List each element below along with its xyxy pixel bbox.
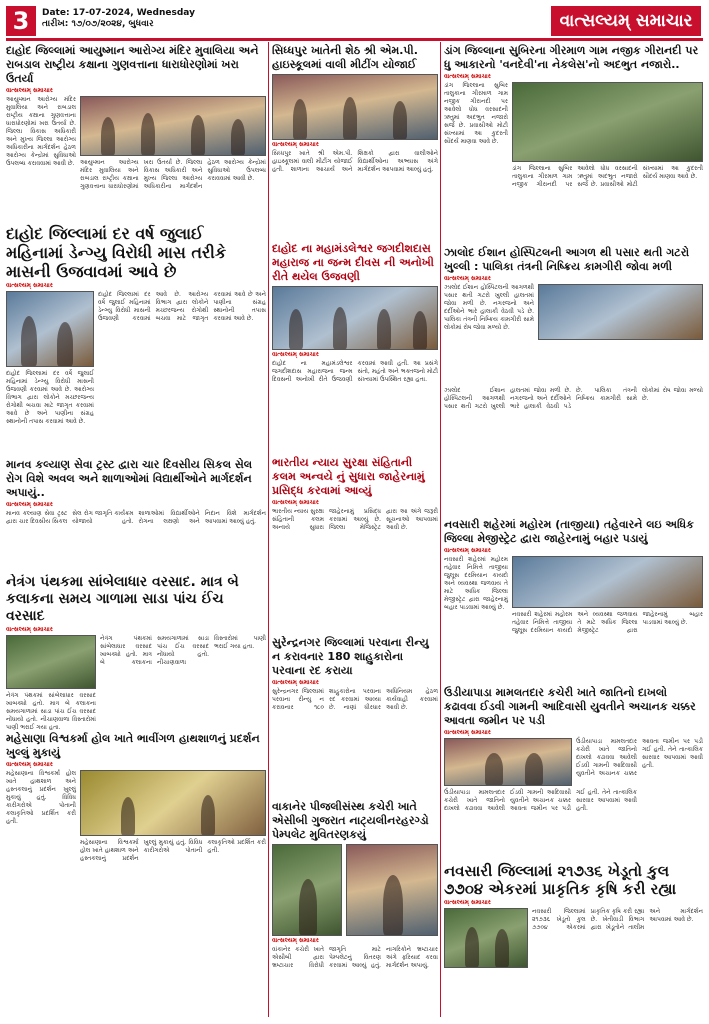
article-body: ડાંગ જિલ્લાના સુબિર તાલુકાના ગીરમાળ ગામ નજીક ગીરાનદી પર આવેલો ધોધ વરસાદની ઋતુમાં અદભુત નજારો સર્જે છે. પ્રવાસીઓ મોટી સંખ્યામાં આ કુદરતી સૌંદર્ય માણવા આવે છે. (444, 82, 508, 145)
headline: ભારતીય ન્યાય સુરક્ષા સંહિતાની કલમ અન્વયે નું સુધારા જાહેરનામું પ્રસિદ્ધ કરવામાં આવ્યું (272, 456, 425, 497)
article-body-continued: મહેસાણાના વિશ્વકર્મા હોલ ખાતે હાથશાળ અને હસ્તકલાનું પ્રદર્શન ખુલ્લું મુકાયું હતું. વિવિધ કારીગરોએ પોતાની કલાકૃતિઓ પ્રદર્શિત કરી હતી. (80, 839, 266, 862)
article-body-continued: નવસારી શહેરમાં મહોરમ તહેવાર નિમિત્તે તાજીયા જુલૂસ દરમિયાન કાયદો અને વ્યવસ્થા જળવાય તે માટે અધિક જિલ્લા મેજીસ્ટ્રેટ દ્વારા જાહેરનામું બહાર પાડવામાં આવ્યું છે. (512, 611, 703, 634)
article-photo (272, 286, 438, 350)
article-photo (272, 74, 438, 140)
dateline (42, 8, 195, 30)
article-body-continued: નેત્રંગ પંથકમાં સાંબેલાધાર વરસાદ ખાબક્યો હતો. માત્ર બે કલાકના સમયગાળામાં સાડા પાંચ ઈંચ વરસાદ નોંધાયો હતો. નીચાણવાળા વિસ્તારોમાં પાણી ભરાઈ ગયા હતા. (100, 635, 266, 666)
article-body: સિધ્ધપુર ખાતે શ્રી એમ.પી. હાઇસ્કૂલમાં વાલી મીટીંગ યોજાઈ હતી. શાળાના આચાર્ય અને શિક્ષકો દ્વારા વાલીઓને વિદ્યાર્થીઓના અભ્યાસ અંગે માર્ગદર્શન આપવામાં આવ્યું હતું. (272, 150, 438, 173)
article-photo (512, 556, 703, 608)
article-body: નવસારી શહેરમાં મહોરમ તહેવાર નિમિત્તે તાજીયા જુલૂસ દરમિયાન કાયદો અને વ્યવસ્થા જળવાય તે માટે અધિક જિલ્લા મેજીસ્ટ્રેટ દ્વારા જાહેરનામું બહાર પાડવામાં આવ્યું છે. (444, 556, 508, 611)
date-gujarati: તારીખ: ૧૭/૦૭/૨૦૨૪, બુધવાર (42, 19, 154, 29)
article-photo (444, 908, 528, 968)
page-number: 3 (6, 6, 36, 36)
column-divider (440, 42, 441, 1017)
headline: દાહોદ ના મહામંડલેશ્વર જગદીશદાસ મહારાજ ના જન્મ દીવસ ની અનોખી રીતે થયેલ ઉજવણી (272, 242, 434, 283)
byline: વાત્સલ્યમ્ સમાચાર (6, 626, 53, 633)
article-jhalod-gutter (444, 246, 703, 516)
article-body: દાહોદ જિલ્લામાં દર વર્ષે જુલાઈ મહિનામાં ડેન્ગ્યુ વિરોધી માસની ઉજવણી કરવામાં આવે છે. આરોગ્ય વિભાગ દ્વારા લોકોને મચ્છરજન્ય રોગોથી બચવા માટે જાગૃત કરવામાં આવે છે અને પાણીના સંગ્રહ સ્થાનોની તપાસ કરવામાં આવે છે. (6, 370, 94, 425)
article-body: માનવ કલ્યાણ સેવા ટ્રસ્ટ દ્વારા ચાર દિવસીય સિકલ સેલ રોગ જાગૃતિ કાર્યક્રમ યોજાયો હતો. શાળાઓમાં વિદ્યાર્થીઓને રોગના લક્ષણો અને નિદાન વિશે માર્ગદર્શન આપવામાં આવ્યું હતું. (6, 510, 266, 525)
article-netrang-rain (6, 574, 266, 730)
article-siddhpur-meeting (272, 44, 438, 240)
byline: વાત્સલ્યમ્ સમાચાર (444, 73, 491, 80)
article-body: નવસારી જિલ્લામાં ૨૧૭૩૬ ખેડૂતો કુલ ૭૭૦૪ એકરમાં પ્રાકૃતિક કૃષિ કરી રહ્યા છે. ખેતીવાડી વિભાગ દ્વારા ખેડૂતોને તાલીમ અને માર્ગદર્શન આપવામાં આવે છે. (532, 908, 703, 931)
article-body: ઉંડીયાપાડા મામલતદાર કચેરી ખાતે જાતિનો દાખલો કઢાવવા આવેલી ઈડવી ગામની આદિવાસી યુવતીને અચાનક ચક્કર આવતા જમીન પર પડી ગઈ હતી. તેને તાત્કાલિક સારવાર આપવામાં આવી હતી. (576, 738, 703, 777)
byline: વાત્સલ્યમ્ સમાચાર (272, 937, 319, 944)
headline: નવસારી જિલ્લામાં ૨૧૭૩૬ ખેડૂતો કુલ ૭૭૦૪ એકરમાં પ્રાકૃતિક કૃષિ કરી રહ્યા (444, 862, 677, 898)
article-dengue-month (6, 224, 266, 456)
article-photo (80, 770, 266, 836)
article-mehsana-handloom (6, 732, 266, 1016)
article-nyay-suraksha (272, 456, 438, 634)
article-sickle-cell (6, 458, 266, 572)
headline: વાકાનેર પીજલીસંસ્થ કચેરી ખાતે એસીબી ગુજરાત નાટ્યલીનરહરગ્ડો પેમ્પલેટ મુવિતરણકયું (272, 800, 429, 841)
column-divider (268, 42, 269, 1017)
article-dahod-arogya (6, 44, 266, 222)
article-mahamandaleshwar-birthday (272, 242, 438, 454)
date-english: Date: 17-07-2024, Wednesday (42, 8, 195, 18)
article-photo (346, 844, 438, 936)
article-photo (6, 291, 94, 367)
article-body-continued: આયુષ્માન આરોગ્ય મંદિર મુવાલિયા અને રાબડાલ રાષ્ટ્રીય કક્ષાના ગુણવત્તાના ધારાધોરણોમાં ખરા ઉતર્યા છે. જિલ્લા વિકાસ અધિકારી અને મુખ્ય જિલ્લા આરોગ્ય અધિકારીના માર્ગદર્શન હેઠળ આરોગ્ય કેન્દ્રોમાં સુવિધાઓ ઉપલબ્ધ કરાવવામાં આવી છે. (80, 159, 266, 190)
headline: ઉંડીયાપાડા મામલતદાર કચેરી ખાતે જાતિનો દાખલો કઢાવવા ઈડવી ગામની આદિવાસી યુવતીને અચાનક ચક્કર આવતા જમીન પર પડી (444, 686, 696, 727)
headline: સિધ્ધપુર ખાતેની શેઠ શ્રી એમ.પી. હાઇસ્કૂલમાં વાલી મીટીંગ યોજાઈ (272, 44, 418, 71)
article-dediyapada-collapse (444, 686, 703, 860)
article-body: સુરેન્દ્રનગર જિલ્લામાં પરવાના રીન્યુ ન કરાવનાર ૧૮૦ શાહુકારોના પરવાના રદ કરવામાં આવ્યા છે. નાણાં ધીરધાર અધિનિયમ હેઠળ કાર્યવાહી કરવામાં આવી છે. (272, 688, 438, 711)
headline: ઝાલોદ ઈશાન હોસ્પિટલની આગળ થી પસાર થતી ગટરો ખુલ્લી : પાલિકા તંત્રની નિષ્ક્રિય કામગીરી જોવા મળી (444, 246, 690, 273)
article-photo (538, 284, 703, 340)
article-body: આયુષ્માન આરોગ્ય મંદિર મુવાલિયા અને રાબડાલ રાષ્ટ્રીય કક્ષાના ગુણવત્તાના ધારાધોરણોમાં ખરા ઉતર્યા છે. જિલ્લા વિકાસ અધિકારી અને મુખ્ય જિલ્લા આરોગ્ય અધિકારીના માર્ગદર્શન હેઠળ આરોગ્ય કેન્દ્રોમાં સુવિધાઓ ઉપલબ્ધ કરાવવામાં આવી છે. (6, 96, 76, 167)
byline: વાત્સલ્યમ્ સમાચાર (444, 899, 491, 906)
article-body: ઝાલોદ ઈશાન હોસ્પિટલની આગળથી પસાર થતી ગટરો ખુલ્લી હાલતમાં જોવા મળી છે. નગરજનો અને દર્દીઓને ભારે હાલાકી વેઠવી પડે છે. પાલિકા તંત્રની નિષ્ક્રિય કામગીરી સામે લોકોમાં રોષ જોવા મળ્યો છે. (444, 284, 534, 331)
article-navsari-natural-farming (444, 862, 703, 1016)
byline: વાત્સલ્યમ્ સમાચાર (6, 282, 53, 289)
article-body: મહેસાણાના વિશ્વકર્મા હોલ ખાતે હાથશાળ અને હસ્તકલાનું પ્રદર્શન ખુલ્લું મુકાયું હતું. વિવિધ કારીગરોએ પોતાની કલાકૃતિઓ પ્રદર્શિત કરી હતી. (6, 770, 76, 825)
byline: વાત્સલ્યમ્ સમાચાર (6, 501, 53, 508)
article-navsari-moharram (444, 518, 703, 684)
headline: દાહોદ જિલ્લામાં આયુષ્માન આરોગ્ય મંદિર મુવાલિયા અને રાબડાલ રાષ્ટ્રીય કક્ષાના ગુણવત્તાના ધારાધોરણોમાં ખરા ઉતર્યા (6, 44, 259, 85)
byline: વાત્સલ્યમ્ સમાચાર (444, 547, 491, 554)
headline: માનવ કલ્યાણ સેવા ટ્રસ્ટ દ્વારા ચાર દિવસીય સિકલ સેલ રોગ વિશે અવલ અને શાળાઓમાં વિદ્યાર્થીઓને માર્ગદર્શન અપાયું.. (6, 458, 253, 499)
article-body: વાંકાનેર કચેરી ખાતે એસીબી દ્વારા ભ્રષ્ટાચાર વિરોધી જાગૃતિ માટે પેમ્પલેટનું વિતરણ કરવામાં આવ્યું હતું. નાગરિકોને ભ્રષ્ટાચાર અંગે ફરિયાદ કરવા માર્ગદર્શન અપાયું. (272, 946, 438, 969)
article-surendranagar-license (272, 636, 438, 798)
headline: મહેસાણા વિશ્વકર્મા હોલ ખાતે ભાવીંગળ હાથશાળનું પ્રદર્શન ખુલ્લું મુકાયું (6, 732, 260, 759)
article-photo (80, 96, 266, 156)
masthead-rule (6, 38, 703, 41)
article-photo (6, 635, 96, 689)
article-body: નેત્રંગ પંથકમાં સાંબેલાધાર વરસાદ ખાબક્યો હતો. માત્ર બે કલાકના સમયગાળામાં સાડા પાંચ ઈંચ વરસાદ નોંધાયો હતો. નીચાણવાળા વિસ્તારોમાં પાણી ભરાઈ ગયા હતા. (6, 692, 96, 730)
byline: વાત્સલ્યમ્ સમાચાર (272, 499, 319, 506)
headline: નેત્રંગ પંથકમા સાંબેલાધાર વરસાદ. માત્ર બે કલાકના સમય ગાળામા સાડા પાંચ ઈંચ વરસાદ (6, 574, 239, 624)
article-body-continued: ડાંગ જિલ્લાના સુબિર તાલુકાના ગીરમાળ ગામ નજીક ગીરાનદી પર આવેલો ધોધ વરસાદની ઋતુમાં અદભુત નજારો સર્જે છે. પ્રવાસીઓ મોટી સંખ્યામાં આ કુદરતી સૌંદર્ય માણવા આવે છે. (512, 165, 703, 188)
byline: વાત્સલ્યમ્ સમાચાર (444, 275, 491, 282)
byline: વાત્સલ્યમ્ સમાચાર (272, 679, 319, 686)
headline: નવસારી શહેરમાં મહોરમ (તાજીયા) તહેવારને લઇ અધિક જિલ્લા મેજીસ્ટ્રેટ દ્વારા જાહેરનામું બહાર પડાયું (444, 518, 694, 545)
article-photo (512, 82, 703, 162)
article-wankaner-acb (272, 800, 438, 1016)
byline: વાત્સલ્યમ્ સમાચાર (272, 351, 319, 358)
paper-name: વાત્સલ્યમ્ સમાચાર (551, 6, 701, 36)
article-dang-waterfall (444, 44, 703, 244)
byline: વાત્સલ્યમ્ સમાચાર (444, 729, 491, 736)
article-photo (444, 738, 572, 786)
headline: દાહોદ જિલ્લામાં દર વર્ષ જુલાઈ મહિનામાં ડેન્ગ્યુ વિરોધી માસ તરીકે માસની ઉજવાવમાં આવે છે (6, 224, 227, 281)
byline: વાત્સલ્યમ્ સમાચાર (272, 141, 319, 148)
headline: સુરેન્દ્રનગર જિલ્લામાં પરવાના રીન્યુ ન કરાવનાર 180 શાહુકારોના પરવાના રદ કરાયા (272, 636, 429, 677)
byline: વાત્સલ્યમ્ સમાચાર (6, 761, 53, 768)
headline: ડાંગ જિલ્લાના સુબિરના ગીરમાળ ગામ નજીક ગીરાનદી પર ધુ આકારનો 'વનદેવી'ના નેકલેસ'નો અદભુત નજારો.. (444, 44, 699, 71)
article-body-continued: ઉંડીયાપાડા મામલતદાર કચેરી ખાતે જાતિનો દાખલો કઢાવવા આવેલી ઈડવી ગામની આદિવાસી યુવતીને અચાનક ચક્કર આવતા જમીન પર પડી ગઈ હતી. તેને તાત્કાલિક સારવાર આપવામાં આવી હતી. (444, 789, 637, 812)
article-photo (272, 844, 342, 936)
article-body: દાહોદ ના મહામંડલેશ્વર જગદીશદાસ મહારાજના જન્મ દિવસની અનોખી રીતે ઉજવણી કરવામાં આવી હતી. આ પ્રસંગે સંતો, મહંતો અને ભક્તજનો મોટી સંખ્યામાં ઉપસ્થિત રહ્યા હતા. (272, 360, 438, 383)
article-body-continued: દાહોદ જિલ્લામાં દર વર્ષે જુલાઈ મહિનામાં ડેન્ગ્યુ વિરોધી માસની ઉજવણી કરવામાં આવે છે. આરોગ્ય વિભાગ દ્વારા લોકોને મચ્છરજન્ય રોગોથી બચવા માટે જાગૃત કરવામાં આવે છે અને પાણીના સંગ્રહ સ્થાનોની તપાસ કરવામાં આવે છે. (98, 291, 266, 322)
byline: વાત્સલ્યમ્ સમાચાર (6, 87, 53, 94)
article-body: ભારતીય ન્યાય સુરક્ષા સંહિતાની કલમ અન્વયે સુધારા જાહેરનામું પ્રસિદ્ધ કરવામાં આવ્યું છે. જિલ્લા મેજિસ્ટ્રેટ દ્વારા આ અંગે જરૂરી સૂચનાઓ આપવામાં આવી છે. (272, 508, 438, 531)
article-body-continued: ઝાલોદ ઈશાન હોસ્પિટલની આગળથી પસાર થતી ગટરો ખુલ્લી હાલતમાં જોવા મળી છે. નગરજનો અને દર્દીઓને ભારે હાલાકી વેઠવી પડે છે. પાલિકા તંત્રની નિષ્ક્રિય કામગીરી સામે લોકોમાં રોષ જોવા મળ્યો છે. (444, 387, 703, 410)
